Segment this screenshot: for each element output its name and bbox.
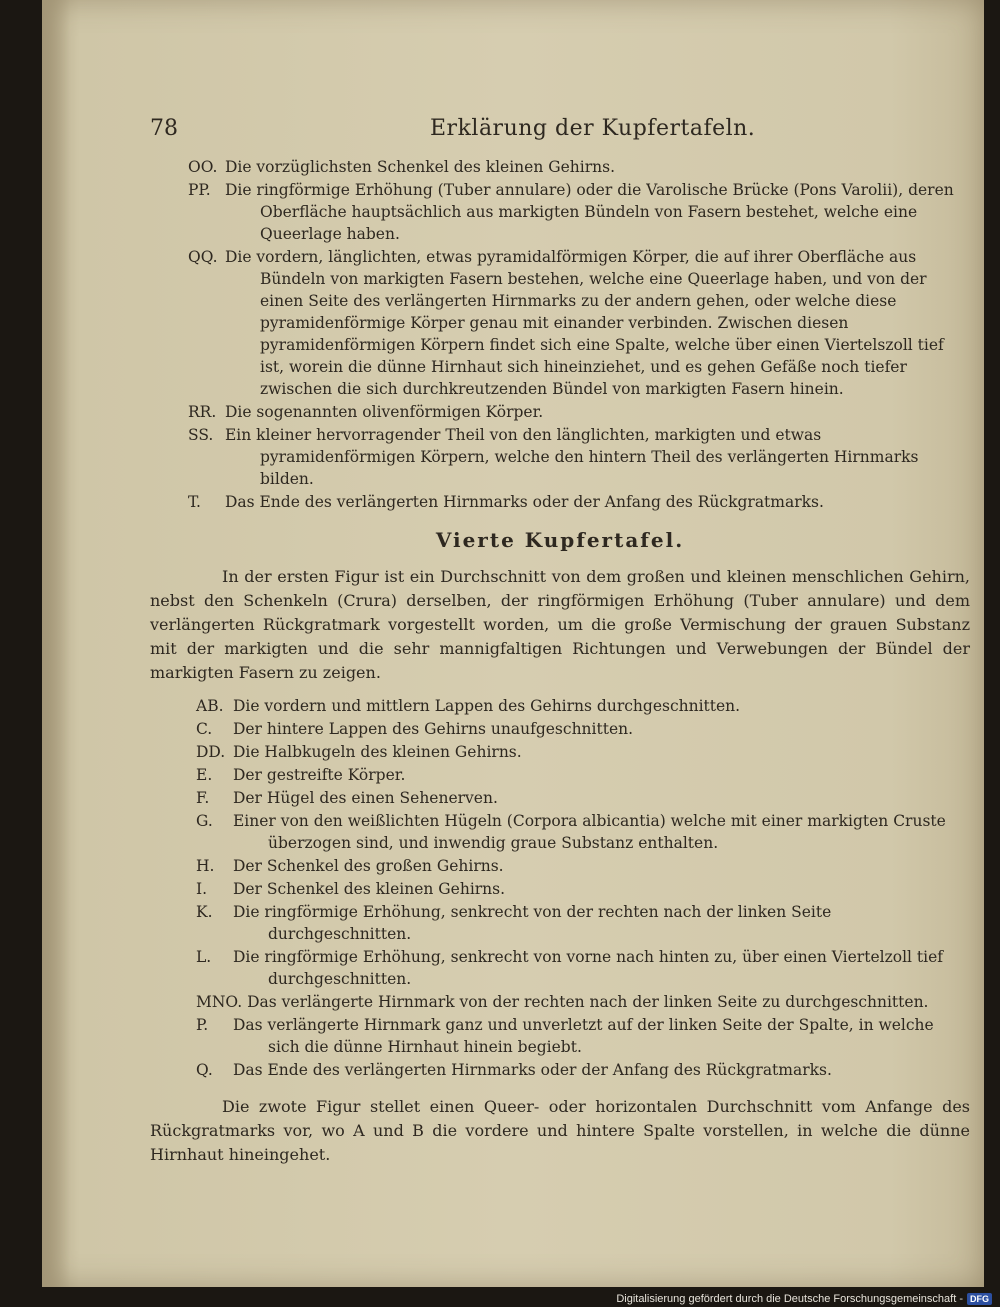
entry-key: OO. [188, 158, 218, 176]
entry-key: DD. [196, 743, 226, 761]
page-gutter-shadow [42, 0, 70, 1287]
section-heading: Vierte Kupfertafel. [435, 528, 685, 552]
text-block [150, 112, 970, 1177]
entry-text: Die Halbkugeln des kleinen Gehirns. [232, 743, 522, 761]
entry-key: MNO. [196, 993, 243, 1011]
page-number: 78 [150, 116, 178, 141]
list-item [188, 246, 970, 400]
entry-key: AB. [196, 697, 224, 715]
list-item [196, 946, 970, 990]
entry-text: Die ringförmige Erhöhung, senkrecht von vorne nach hinten zu, über einen Viertelzoll tief durchgeschnitten. [232, 948, 944, 988]
entry-text: Der Schenkel des großen Gehirns. [232, 857, 504, 875]
entry-key: L. [196, 948, 212, 966]
digitization-footer [616, 1293, 992, 1305]
list-item [196, 878, 970, 900]
list-item [196, 764, 970, 786]
dfg-logo-icon: DFG [967, 1293, 992, 1305]
list-item [196, 1014, 970, 1058]
list-item [196, 855, 970, 877]
entry-key: G. [196, 812, 213, 830]
footer-text: Digitalisierung gefördert durch die Deutsche Forschungsgemeinschaft - [616, 1293, 963, 1305]
scanned-page [42, 0, 984, 1287]
entry-text: Das Ende des verlängerten Hirnmarks oder der Anfang des Rückgratmarks. [224, 493, 824, 511]
entry-text: Die sogenannten olivenförmigen Körper. [224, 403, 544, 421]
figure-key-list-a [150, 156, 970, 513]
entry-key: E. [196, 766, 213, 784]
list-item [196, 810, 970, 854]
list-item [188, 156, 970, 178]
entry-text: Einer von den weißlichten Hügeln (Corpora albicantia) welche mit einer markigten Cruste überzogen sind, und inwendig graue Substanz enthalten. [232, 812, 946, 852]
entry-text: Die ringförmige Erhöhung (Tuber annulare) oder die Varolische Brücke (Pons Varolii), deren Oberfläche hauptsächlich aus markigten Bündeln von Fasern bestehet, welche eine Queerlage haben. [224, 181, 954, 243]
entry-key: SS. [188, 426, 214, 444]
entry-key: H. [196, 857, 215, 875]
list-item [196, 901, 970, 945]
paragraph-first-figure: In der ersten Figur ist ein Durchschnitt von dem großen und kleinen menschlichen Gehirn, nebst den Schenkeln (Crura) derselben, der ringförmigen Erhöhung (Tuber annulare) und dem verlängerten Rückgratmark vorgestellt worden, um die große Vermischung der grauen Substanz mit der markigten und die sehr mannigfaltigen Richtungen und Verwebungen der Bündel der markigten Fasern zu zeigen. [150, 567, 970, 682]
paragraph-second-figure: Die zwote Figur stellet einen Queer- oder horizontalen Durchschnitt vom Anfange des Rückgratmarks vor, wo A und B die vordere und hintere Spalte vorstellen, in welche die dünne Hirnhaut hineingehet. [150, 1097, 970, 1164]
list-item [188, 179, 970, 245]
entry-key: Q. [196, 1061, 213, 1079]
list-item [196, 787, 970, 809]
list-item [188, 491, 970, 513]
entry-text: Das Ende des verlängerten Hirnmarks oder der Anfang des Rückgratmarks. [232, 1061, 832, 1079]
running-head [150, 112, 970, 156]
list-item [196, 741, 970, 763]
list-item [196, 695, 970, 717]
entry-key: PP. [188, 181, 211, 199]
entry-key: K. [196, 903, 213, 921]
running-head-title: Erklärung der Kupfertafeln. [430, 116, 756, 141]
entry-key: F. [196, 789, 210, 807]
entry-key: P. [196, 1016, 209, 1034]
entry-key: QQ. [188, 248, 218, 266]
entry-text: Ein kleiner hervorragender Theil von den länglichten, markigten und etwas pyramidenförmigen Körpern, welche den hintern Theil des verlängerten Hirnmarks bilden. [224, 426, 919, 488]
entry-key: C. [196, 720, 213, 738]
list-item [196, 1059, 970, 1081]
list-item [188, 424, 970, 490]
list-item [188, 401, 970, 423]
entry-text: Die ringförmige Erhöhung, senkrecht von der rechten nach der linken Seite durchgeschnitten. [232, 903, 832, 943]
list-item [196, 718, 970, 740]
entry-text: Die vordern, länglichten, etwas pyramidalförmigen Körper, die auf ihrer Oberfläche aus Bündeln von markigten Fasern bestehen, welche eine Queerlage haben, und von der einen Seite des verlängerten Hirnmarks zu der andern gehen, oder welche diese pyramidenförmige Körper genau mit einander verbinden. Zwischen diesen pyramidenförmigen Körpern findet sich eine Spalte, welche über einen Viertelszoll tief ist, worein die dünne Hirnhaut sich hineinziehet, und es gehen Gefäße noch tiefer zwischen die sich durchkreutzenden Bündel von markigten Fasern hinein. [224, 248, 944, 398]
entry-text: Der hintere Lappen des Gehirns unaufgeschnitten. [232, 720, 634, 738]
list-item [196, 991, 970, 1013]
entry-text: Das verlängerte Hirnmark ganz und unverletzt auf der linken Seite der Spalte, in welche sich die dünne Hirnhaut hinein begiebt. [232, 1016, 934, 1056]
entry-text: Das verlängerte Hirnmark von der rechten nach der linken Seite zu durchgeschnitten. [247, 993, 929, 1011]
entry-text: Der Hügel des einen Sehenerven. [232, 789, 498, 807]
figure-key-list-b [150, 695, 970, 1081]
entry-text: Die vordern und mittlern Lappen des Gehirns durchgeschnitten. [232, 697, 741, 715]
entry-text: Der gestreifte Körper. [232, 766, 406, 784]
entry-key: I. [196, 880, 208, 898]
entry-key: T. [188, 493, 201, 511]
entry-text: Der Schenkel des kleinen Gehirns. [232, 880, 506, 898]
entry-text: Die vorzüglichsten Schenkel des kleinen Gehirns. [224, 158, 616, 176]
entry-key: RR. [188, 403, 217, 421]
